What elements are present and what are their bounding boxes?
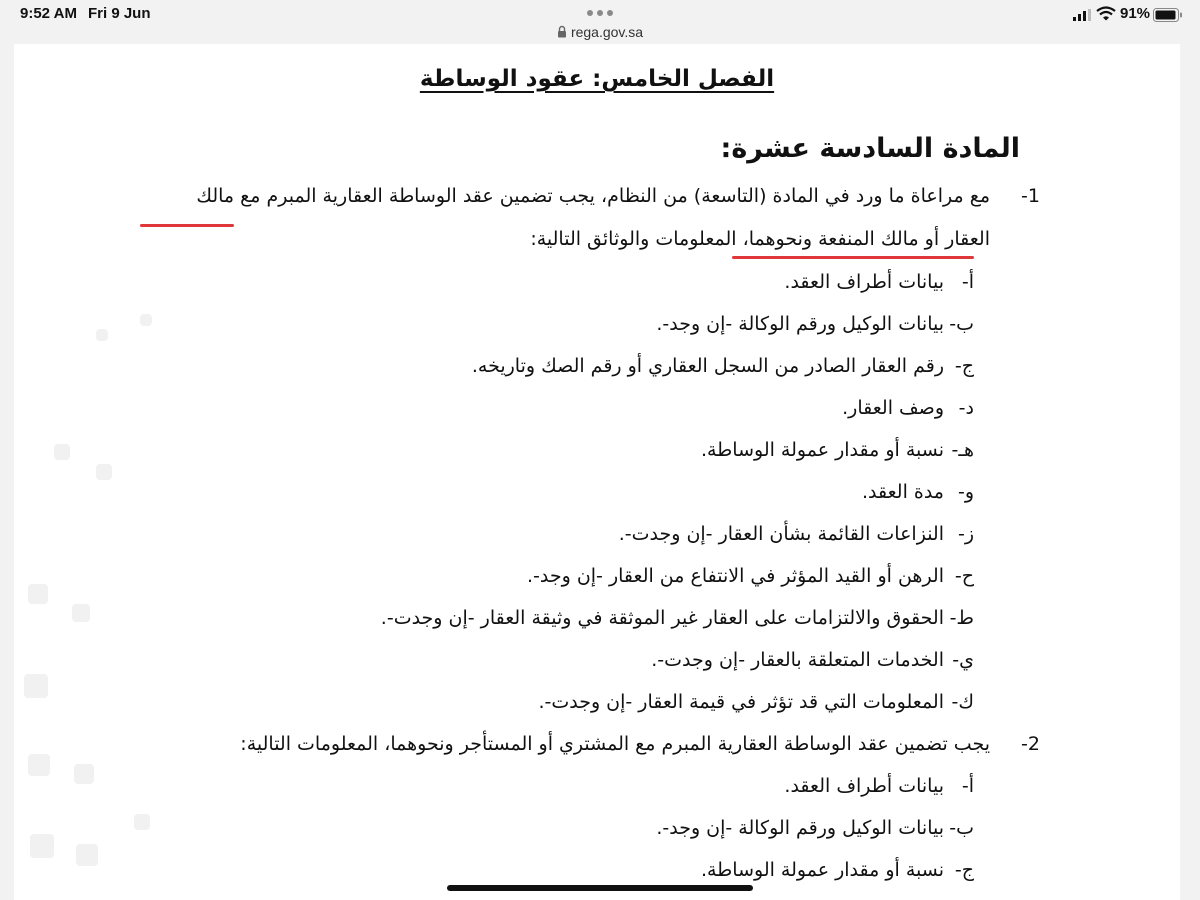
list-item-text: نسبة أو مقدار عمولة الوساطة. <box>700 439 944 461</box>
list-item-letter: ب- <box>949 817 974 839</box>
decorative-square <box>54 444 70 460</box>
list-item-text: رقم العقار الصادر من السجل العقاري أو رقم الصك وتاريخه. <box>471 355 944 377</box>
decorative-square <box>72 604 90 622</box>
list-item-letter: ز- <box>957 523 974 545</box>
list-item-letter: ي- <box>952 649 974 671</box>
status-date: Fri 9 Jun <box>88 5 151 22</box>
clause-2-number: 2- <box>1021 733 1040 755</box>
list-item-letter: هـ- <box>951 439 974 461</box>
list-item-text: الرهن أو القيد المؤثر في الانتفاع من العقار -إن وجد-. <box>527 565 944 587</box>
list-item-letter: د- <box>958 397 974 419</box>
clause-2-line-1: يجب تضمين عقد الوساطة العقارية المبرم مع المشتري أو المستأجر ونحوهما، المعلومات التالية: <box>240 733 990 755</box>
status-time: 9:52 AM <box>20 5 77 22</box>
decorative-square <box>96 329 108 341</box>
list-item-letter: ب- <box>949 313 974 335</box>
list-item-text: بيانات الوكيل ورقم الوكالة -إن وجد-. <box>656 817 944 839</box>
home-indicator[interactable] <box>447 885 753 891</box>
clause-1-line-1: مع مراعاة ما ورد في المادة (التاسعة) من النظام، يجب تضمين عقد الوساطة العقارية المبرم مع مالك <box>196 185 990 207</box>
url-text: rega.gov.sa <box>570 24 644 40</box>
decorative-square <box>96 464 112 480</box>
wifi-icon <box>1096 6 1116 21</box>
list-item-letter: ج- <box>954 355 974 377</box>
list-item-text: المعلومات التي قد تؤثر في قيمة العقار -إن وجدت-. <box>538 691 944 713</box>
list-item-text: الخدمات المتعلقة بالعقار -إن وجدت-. <box>651 649 944 671</box>
list-item-letter: ك- <box>951 691 974 713</box>
list-item-text: نسبة أو مقدار عمولة الوساطة. <box>700 859 944 881</box>
list-item-text: بيانات أطراف العقد. <box>784 271 944 293</box>
list-item-letter: و- <box>957 481 974 503</box>
list-item-text: بيانات الوكيل ورقم الوكالة -إن وجد-. <box>656 313 944 335</box>
decorative-square <box>28 754 50 776</box>
decorative-square <box>74 764 94 784</box>
decorative-square <box>30 834 54 858</box>
clause-1-number: 1- <box>1021 185 1040 207</box>
decorative-square <box>134 814 150 830</box>
list-item-text: بيانات أطراف العقد. <box>784 775 944 797</box>
red-underline-mark <box>140 224 234 227</box>
signal-icon <box>1073 9 1093 21</box>
decorative-square <box>140 314 152 326</box>
document-page <box>14 44 1180 900</box>
article-title: المادة السادسة عشرة: <box>720 133 1020 164</box>
list-item-letter: ط- <box>949 607 974 629</box>
list-item-letter: ح- <box>954 565 974 587</box>
battery-percentage: 91% <box>1120 5 1151 22</box>
decorative-square <box>24 674 48 698</box>
list-item-letter: أ- <box>961 775 974 797</box>
list-item-letter: أ- <box>961 271 974 293</box>
lock-icon <box>557 25 567 38</box>
address-bar[interactable] <box>0 24 1200 40</box>
decorative-square <box>76 844 98 866</box>
list-item-text: وصف العقار. <box>842 397 944 419</box>
list-item-text: مدة العقد. <box>861 481 944 503</box>
list-item-text: النزاعات القائمة بشأن العقار -إن وجدت-. <box>618 523 944 545</box>
list-item-letter: ج- <box>954 859 974 881</box>
more-dots-icon[interactable] <box>586 9 614 17</box>
red-underline-mark <box>732 256 974 259</box>
list-item-text: الحقوق والالتزامات على العقار غير الموثقة في وثيقة العقار -إن وجدت-. <box>380 607 944 629</box>
chapter-title: الفصل الخامس: عقود الوساطة <box>419 66 775 92</box>
battery-icon <box>1153 8 1183 22</box>
clause-1-line-2: العقار أو مالك المنفعة ونحوهما، المعلومات والوثائق التالية: <box>530 228 990 250</box>
decorative-square <box>28 584 48 604</box>
